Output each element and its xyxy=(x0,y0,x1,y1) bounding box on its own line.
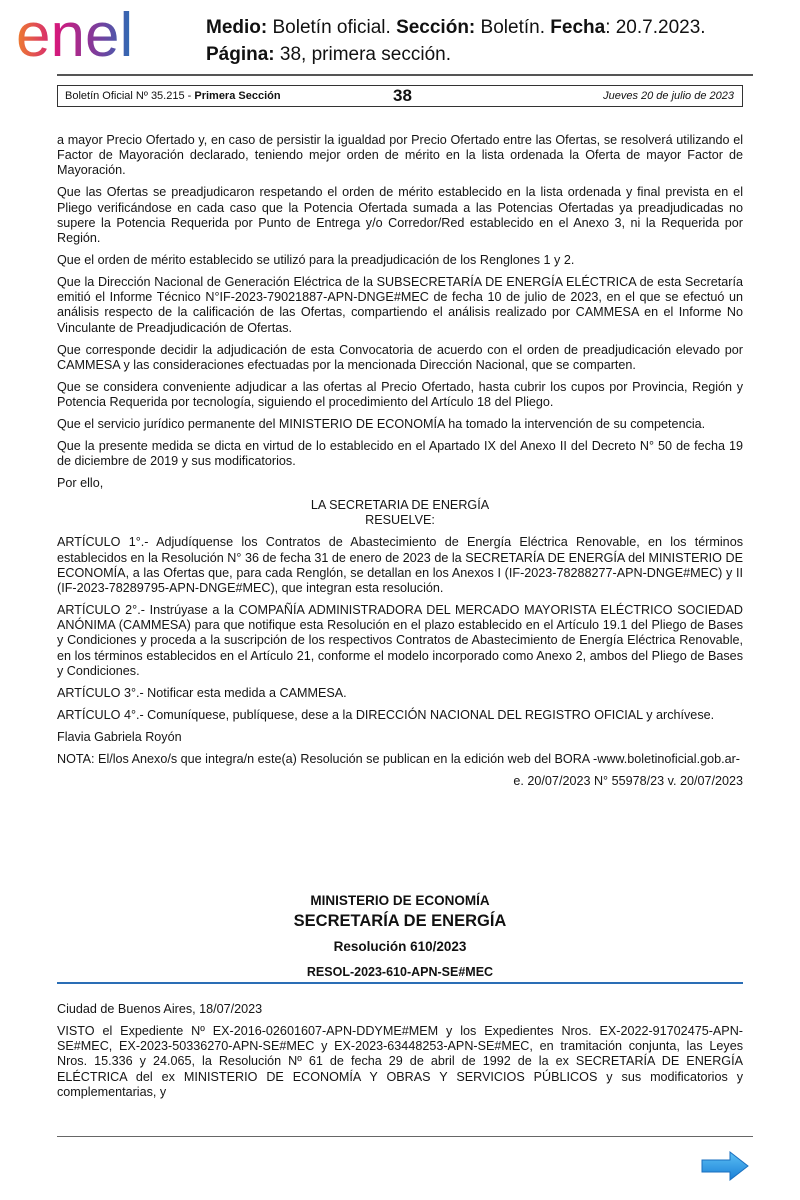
document-body xyxy=(57,133,743,796)
page-number: 38 xyxy=(393,86,412,105)
publication-ref: e. 20/07/2023 N° 55978/23 v. 20/07/2023 xyxy=(513,773,743,788)
signature: Flavia Gabriela Royón xyxy=(57,729,182,744)
resolution-heading xyxy=(57,892,743,980)
header-divider xyxy=(57,74,753,76)
paragraph: Por ello, xyxy=(57,476,104,491)
paragraph: Que la presente medida se dicta en virtud de lo establecido en el Apartado IX del Anexo II del Decreto N° 50 de fecha 19 de diciembre de 2019 y sus modificatorios. xyxy=(57,439,743,469)
fecha-label: Fecha xyxy=(550,17,606,38)
resolution-place-date: Ciudad de Buenos Aires, 18/07/2023 xyxy=(57,1002,263,1016)
paragraph: Que las Ofertas se preadjudicaron respetando el orden de mérito establecido en la lista ordenada y final prevista en el Pliego verificándose en cada caso que la Potencia Ofertada sumada a las Potencias Ofertadas ya preadjudicadas no supere la Potencia Requerida por Punto de Entrega y/o Corredor/Red establecido en el Anexo 3, ni la Requerida por Región. xyxy=(57,185,743,246)
resolve-heading xyxy=(57,498,743,528)
resolve-line-1: LA SECRETARIA DE ENERGÍA xyxy=(310,498,490,513)
meta-line-2 xyxy=(206,41,706,68)
article: ARTÍCULO 3°.- Notificar esta medida a CAMMESA. xyxy=(57,685,347,700)
paragraph: Que corresponde decidir la adjudicación de esta Convocatoria de acuerdo con el orden de preadjudicación elevado por CAMMESA y las consideraciones efectuadas por la mencionada Dirección Nacional, que se comparten. xyxy=(57,342,743,372)
ministry-title: MINISTERIO DE ECONOMÍA xyxy=(310,893,490,908)
paragraph: Que la Dirección Nacional de Generación Eléctrica de la SUBSECRETARÍA DE ENERGÍA ELÉCTRICA de esta Secretaría emitió el Informe Técnico N°IF-2023-79021887-APN-DNGE#MEC de fecha 10 de julio de 2023, en el que se efectuó un análisis respecto de la calificación de las Ofertas, compartiendo el análisis realizado por CAMMESA en el Informe No Vinculante de Preadjudicación de Ofertas. xyxy=(57,275,743,335)
article: ARTÍCULO 1°.- Adjudíquense los Contratos de Abastecimiento de Energía Eléctrica Renovable, en los términos establecidos en la Resolución N° 36 de fecha 31 de enero de 2023 de la SECRETARÍA DE ENERGÍA del MINISTERIO DE ECONOMÍA, a las Ofertas que, para cada Renglón, se detallan en los Anexos I (IF-2023-78288277-APN-DNGE#MEC) y II (IF-2023-78289795-APN-DNGE#MEC), que integran esta resolución. xyxy=(57,535,743,596)
resolution-body xyxy=(57,1002,743,1107)
paragraph: a mayor Precio Ofertado y, en caso de persistir la igualdad por Precio Ofertado entre las Ofertas, se resolverá utilizando el Factor de Mayoración declarado, teniendo mejor orden de mérito en la lista ordenada la Oferta de mayor Factor de Mayoración. xyxy=(57,133,743,178)
enel-logo xyxy=(14,4,182,68)
bulletin-issue xyxy=(65,90,281,102)
pagina-label: Página: xyxy=(206,44,275,65)
pagina-value: 38, primera sección. xyxy=(274,44,451,65)
article: ARTÍCULO 4°.- Comuníquese, publíquese, dese a la DIRECCIÓN NACIONAL DEL REGISTRO OFICIAL y archívese. xyxy=(57,707,715,722)
nota: NOTA: El/los Anexo/s que integra/n este(a) Resolución se publican en la edición web del BORA -www.boletinoficial.gob.ar- xyxy=(57,751,740,766)
clipping-header xyxy=(0,0,800,76)
medio-value: Boletín oficial. xyxy=(267,17,397,38)
footer-divider xyxy=(57,1136,753,1137)
bulletin-header-box xyxy=(57,85,743,107)
meta-line-1 xyxy=(206,14,706,41)
bulletin-issue-number: Boletín Oficial Nº 35.215 - xyxy=(65,90,195,102)
clipping-meta xyxy=(206,14,706,68)
resolution-divider xyxy=(57,982,743,984)
resolve-line-2: RESUELVE: xyxy=(365,513,435,528)
seccion-label: Sección: xyxy=(396,17,476,38)
article: ARTÍCULO 2°.- Instrúyase a la COMPAÑÍA ADMINISTRADORA DEL MERCADO MAYORISTA ELÉCTRICO SOCIEDAD ANÓNIMA (CAMMESA) para que notifique esta Resolución en el plazo establecido en el Artículo 19.1 del Pliego de Bases y Condiciones y proceda a la suscripción de los respectivos Contratos de Abastecimiento de Energía Eléctrica Renovable, en los términos establecidos en el Artículo 21, conforme el modelo incorporado como Anexo 2, ambos del Pliego de Bases y Condiciones. xyxy=(57,603,743,678)
fecha-value: : 20.7.2023. xyxy=(605,17,706,38)
paragraph: Que el orden de mérito establecido se utilizó para la preadjudicación de los Renglones 1 y 2. xyxy=(57,253,575,268)
paragraph: Que se considera conveniente adjudicar a las ofertas al Precio Ofertado, hasta cubrir los cupos por Provincia, Región y Potencia Requerida por tecnología, siguiendo el procedimiento del Artículo 18 del Pliego. xyxy=(57,379,743,410)
bulletin-section: Primera Sección xyxy=(194,90,281,102)
secretariat-title: SECRETARÍA DE ENERGÍA xyxy=(293,912,507,930)
medio-label: Medio: xyxy=(206,17,268,38)
resolution-code: RESOL-2023-610-APN-SE#MEC xyxy=(306,965,494,979)
resolution-title: Resolución 610/2023 xyxy=(333,939,467,954)
paragraph: Que el servicio jurídico permanente del MINISTERIO DE ECONOMÍA ha tomado la intervención de su competencia. xyxy=(57,417,706,432)
resolution-visto: VISTO el Expediente Nº EX-2016-02601607-APN-DDYME#MEM y los Expedientes Nros. EX-2022-91702475-APN-SE#MEC, EX-2023-50336270-APN-SE#MEC y EX-2023-63448253-APN-SE#MEC, en tramitación conjunta, las Leyes Nros. 15.336 y 24.065, la Resolución Nº 61 de fecha 29 de abril de 1992 de la ex SECRETARÍA DE ENERGÍA ELÉCTRICA del ex MINISTERIO DE ECONOMÍA Y OBRAS Y SERVICIOS PÚBLICOS y sus modificatorios y complementarias, y xyxy=(57,1024,743,1099)
logo-text: enel xyxy=(16,4,134,68)
seccion-value: Boletín. xyxy=(475,17,551,38)
bulletin-date: Jueves 20 de julio de 2023 xyxy=(603,90,734,102)
next-page-arrow-icon[interactable] xyxy=(700,1150,750,1182)
